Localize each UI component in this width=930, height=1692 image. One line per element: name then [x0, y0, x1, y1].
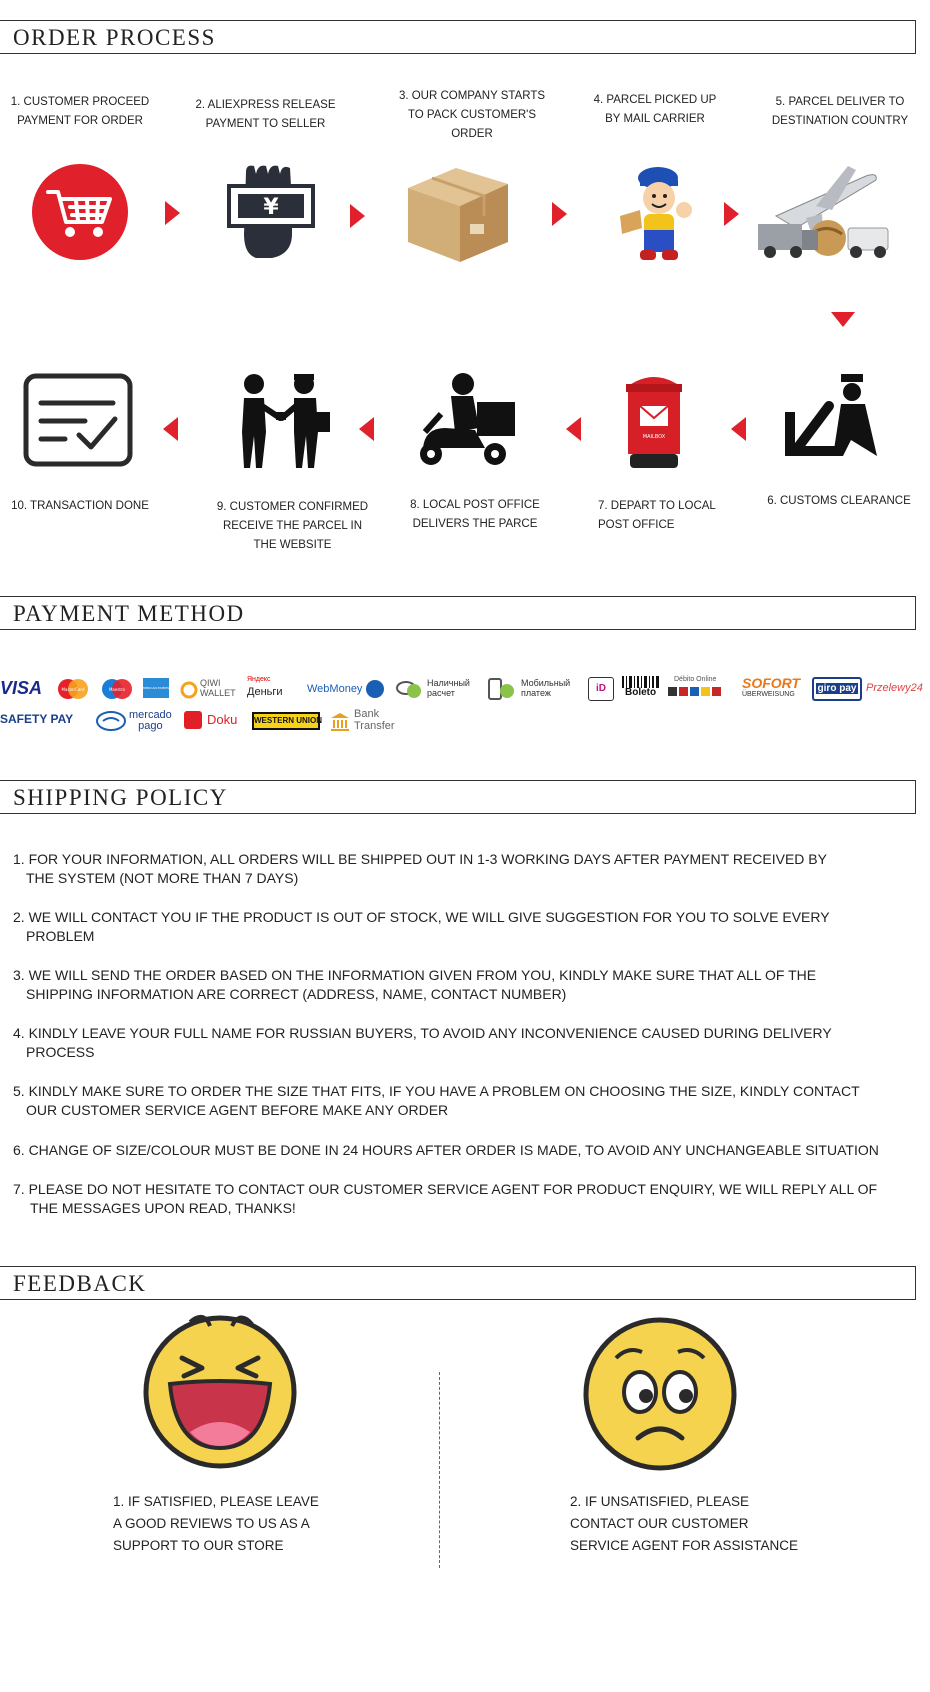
svg-text:AMERICAN EXPRESS: AMERICAN EXPRESS: [140, 686, 172, 690]
policy-item: 4. KINDLY LEAVE YOUR FULL NAME FOR RUSSIAN BUYERS, TO AVOID ANY INCONVENIENCE CAUSED DURING DELIVERY PROCESS: [13, 1025, 832, 1060]
ideal-logo: iD: [588, 677, 614, 701]
mercadopago-icon: [96, 710, 126, 732]
step-4-label: 4. PARCEL PICKED UP BY MAIL CARRIER: [593, 94, 717, 125]
shipping-policy-header: [0, 780, 916, 814]
doku-logo: Doku: [207, 712, 238, 727]
amex-logo: [140, 678, 172, 698]
mailbox-text: MAILBOX: [642, 434, 666, 440]
mobile-payment-icon: [488, 678, 516, 700]
mastercard-logo: [56, 678, 90, 700]
check-document-icon: [23, 373, 133, 467]
parcel-handover-icon: [232, 372, 332, 470]
arrow-right-icon: [724, 202, 739, 226]
visa-logo: VISA: [0, 678, 43, 698]
order-process-header: [0, 20, 916, 54]
step-7-label: 7. DEPART TO LOCAL POST OFFICE: [598, 500, 716, 531]
bank-transfer-logo: Bank Transfer: [354, 708, 395, 732]
step-1-label: 1. CUSTOMER PROCEED PAYMENT FOR ORDER: [10, 96, 150, 127]
step-2-label: 2. ALIEXPRESS RELEASE PAYMENT TO SELLER: [195, 99, 336, 130]
western-union-logo: WESTERN UNION: [252, 712, 320, 730]
shopping-cart-icon: [30, 164, 130, 260]
debito-online-logo: Débito Online: [668, 676, 730, 700]
boleto-logo: Boleto: [622, 676, 660, 700]
arrow-left-icon: [359, 417, 374, 441]
step-3-label: 3. OUR COMPANY STARTS TO PACK CUSTOMER'S ORDER: [398, 90, 546, 140]
feedback-header: [0, 1266, 916, 1300]
customs-clearance-icon: [781, 372, 881, 460]
yen-symbol: ¥: [263, 195, 279, 220]
policy-item: 3. WE WILL SEND THE ORDER BASED ON THE INFORMATION GIVEN FROM YOU, KINDLY MAKE SURE THAT ALL OF THE SHIPPING INFORMATION ARE CORRECT (ADDRESS, NAME, CONTACT NUMBER): [13, 967, 817, 1002]
feedback-divider: [439, 1372, 440, 1568]
safetypay-logo: SAFETY PAY: [0, 712, 74, 726]
payment-hand-icon: [226, 164, 316, 260]
step-6-label: 6. CUSTOMS CLEARANCE: [767, 495, 911, 507]
unsatisfied-text: 2. IF UNSATISFIED, PLEASE CONTACT OUR CUSTOMER SERVICE AGENT FOR ASSISTANCE: [570, 1494, 799, 1553]
policy-item: 5. KINDLY MAKE SURE TO ORDER THE SIZE THAT FITS, IF YOU HAVE A PROBLEM ON CHOOSING THE SIZE, KINDLY CONTACT OUR CUSTOMER SERVICE AGENT BEFORE MAKE ANY ORDER: [13, 1083, 860, 1118]
cash-icon: [396, 678, 422, 700]
arrow-left-icon: [731, 417, 746, 441]
policy-item: 1. FOR YOUR INFORMATION, ALL ORDERS WILL BE SHIPPED OUT IN 1-3 WORKING DAYS AFTER PAYMENT RECEIVED BY THE SYSTEM (NOT MORE THAN 7 DAYS): [13, 851, 827, 886]
satisfied-text: 1. IF SATISFIED, PLEASE LEAVE A GOOD REVIEWS TO US AS A SUPPORT TO OUR STORE: [113, 1494, 319, 1553]
worried-face-icon: [582, 1316, 738, 1472]
policy-item: 6. CHANGE OF SIZE/COLOUR MUST BE DONE IN 24 HOURS AFTER ORDER IS MADE, TO AVOID ANY UNCHANGEABLE SITUATION: [13, 1142, 879, 1158]
arrow-down-icon: [831, 312, 855, 327]
giropay-logo: giro pay: [812, 677, 862, 701]
arrow-left-icon: [566, 417, 581, 441]
step-10-label: 10. TRANSACTION DONE: [11, 500, 149, 512]
payment-method-title: PAYMENT METHOD: [13, 601, 245, 626]
mercadopago-logo: mercado pago: [129, 709, 172, 732]
webmoney-logo: WebMoney: [307, 683, 363, 695]
step-8-label: 8. LOCAL POST OFFICE DELIVERS THE PARCE: [410, 499, 540, 530]
shipping-policy-title: SHIPPING POLICY: [13, 785, 228, 810]
payment-method-header: [0, 596, 916, 630]
webmoney-globe-icon: [366, 680, 384, 698]
order-process-title: ORDER PROCESS: [13, 25, 216, 50]
feedback-title: FEEDBACK: [13, 1271, 147, 1296]
qiwi-logo: QIWI WALLET: [180, 678, 238, 702]
arrow-right-icon: [350, 204, 365, 228]
cardboard-box-icon: [404, 164, 512, 264]
policy-item: 7. PLEASE DO NOT HESITATE TO CONTACT OUR CUSTOMER SERVICE AGENT FOR PRODUCT ENQUIRY, WE WILL REPLY ALL OF THE MESSAGES UPON READ, THANKS!: [13, 1181, 878, 1216]
arrow-right-icon: [552, 202, 567, 226]
sofort-logo: SOFORT ÜBERWEISUNG: [742, 675, 801, 698]
svg-text:MasterCard: MasterCard: [61, 687, 85, 692]
przelewy24-logo: Przelewy24: [866, 682, 923, 694]
mobile-payment-logo: Мобильный платеж: [521, 678, 571, 698]
svg-text:Maestro: Maestro: [108, 687, 126, 692]
yandex-money-logo: Яндекс Деньги: [247, 676, 283, 698]
plane-trucks-icon: [756, 166, 894, 264]
arrow-right-icon: [165, 201, 180, 225]
step-9-label: 9. CUSTOMER CONFIRMED RECEIVE THE PARCEL IN THE WEBSITE: [216, 501, 369, 551]
policy-item: 2. WE WILL CONTACT YOU IF THE PRODUCT IS OUT OF STOCK, WE WILL GIVE SUGGESTION FOR YOU TO SOLVE EVERY PROBLEM: [13, 909, 830, 944]
arrow-left-icon: [163, 417, 178, 441]
maestro-logo: [100, 678, 134, 700]
cash-payment-logo: Наличный расчет: [427, 678, 470, 698]
scooter-delivery-icon: [415, 372, 517, 468]
mailbox-icon: [626, 372, 682, 470]
step-5-label: 5. PARCEL DELIVER TO DESTINATION COUNTRY: [771, 96, 909, 127]
bank-icon: [330, 712, 350, 732]
mail-carrier-icon: [618, 166, 698, 264]
doku-icon: [184, 711, 202, 729]
laughing-face-icon: [138, 1308, 298, 1468]
